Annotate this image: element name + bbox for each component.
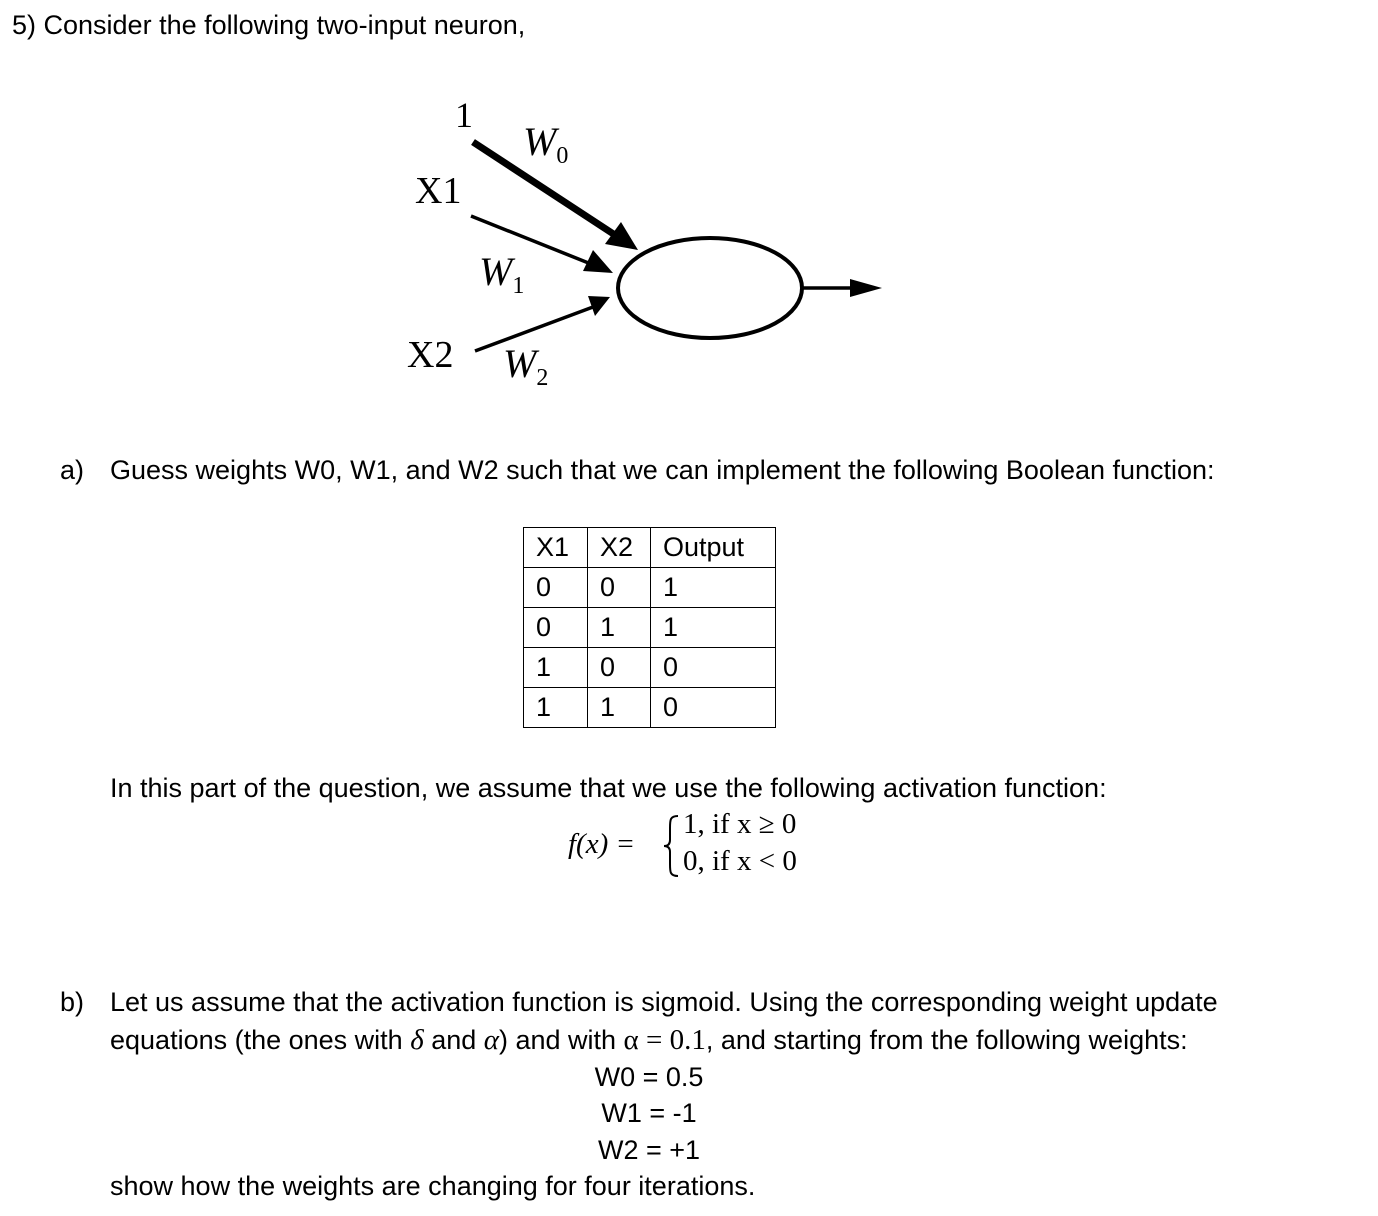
cell-x1: 0 (524, 568, 588, 608)
x2-input-label: X2 (407, 334, 454, 376)
cell-x1: 0 (524, 608, 588, 648)
cell-output: 1 (651, 608, 776, 648)
truth-table (523, 527, 776, 728)
table-row (524, 568, 776, 608)
cell-x1: 1 (524, 688, 588, 728)
header-x1: X1 (524, 528, 588, 568)
formula-lhs: f(x) = (568, 828, 636, 860)
table-row (524, 648, 776, 688)
activation-text: In this part of the question, we assume that we use the following activation function: (110, 773, 1107, 803)
bias-input-label: 1 (455, 95, 473, 135)
formula-case-2: 0, if x < 0 (683, 845, 797, 877)
w0-label: $W_0$ (523, 119, 569, 169)
w2-arrow (475, 296, 610, 351)
formula-case-1: 1, if x ≥ 0 (683, 808, 797, 840)
w1-label: $W_1$ (479, 249, 525, 299)
question-title: 5) Consider the following two-input neuron, (12, 10, 526, 40)
output-arrow (803, 279, 882, 297)
part-b-closing: show how the weights are changing for four iterations. (110, 1171, 756, 1201)
part-b-line-1: Let us assume that the activation function is sigmoid. Using the corresponding weight update (110, 987, 1218, 1017)
weight-w1: W1 = -1 (601, 1098, 697, 1128)
neuron-node (618, 238, 802, 338)
cell-x2: 0 (588, 648, 651, 688)
cell-x2: 1 (588, 608, 651, 648)
part-a-text: Guess weights W0, W1, and W2 such that we can implement the following Boolean function: (110, 455, 1215, 485)
cell-x2: 0 (588, 568, 651, 608)
cell-x1: 1 (524, 648, 588, 688)
cell-output: 1 (651, 568, 776, 608)
weight-w0: W0 = 0.5 (594, 1062, 704, 1092)
table-header-row (524, 528, 776, 568)
cell-output: 0 (651, 648, 776, 688)
w2-label: $W_2$ (503, 341, 549, 391)
table-row (524, 608, 776, 648)
header-x2: X2 (588, 528, 651, 568)
formula-brace (662, 814, 680, 878)
table-row (524, 688, 776, 728)
x1-input-label: X1 (415, 170, 462, 212)
weight-w2: W2 = +1 (597, 1135, 701, 1165)
cell-x2: 1 (588, 688, 651, 728)
neuron-diagram (395, 85, 895, 405)
part-b-line-2: equations (the ones with δ and α) and with α = 0.1, and starting from the following weights: (110, 1024, 1188, 1056)
cell-output: 0 (651, 688, 776, 728)
part-a-label: a) (60, 455, 85, 485)
part-b-label: b) (60, 987, 85, 1017)
header-output: Output (651, 528, 776, 568)
